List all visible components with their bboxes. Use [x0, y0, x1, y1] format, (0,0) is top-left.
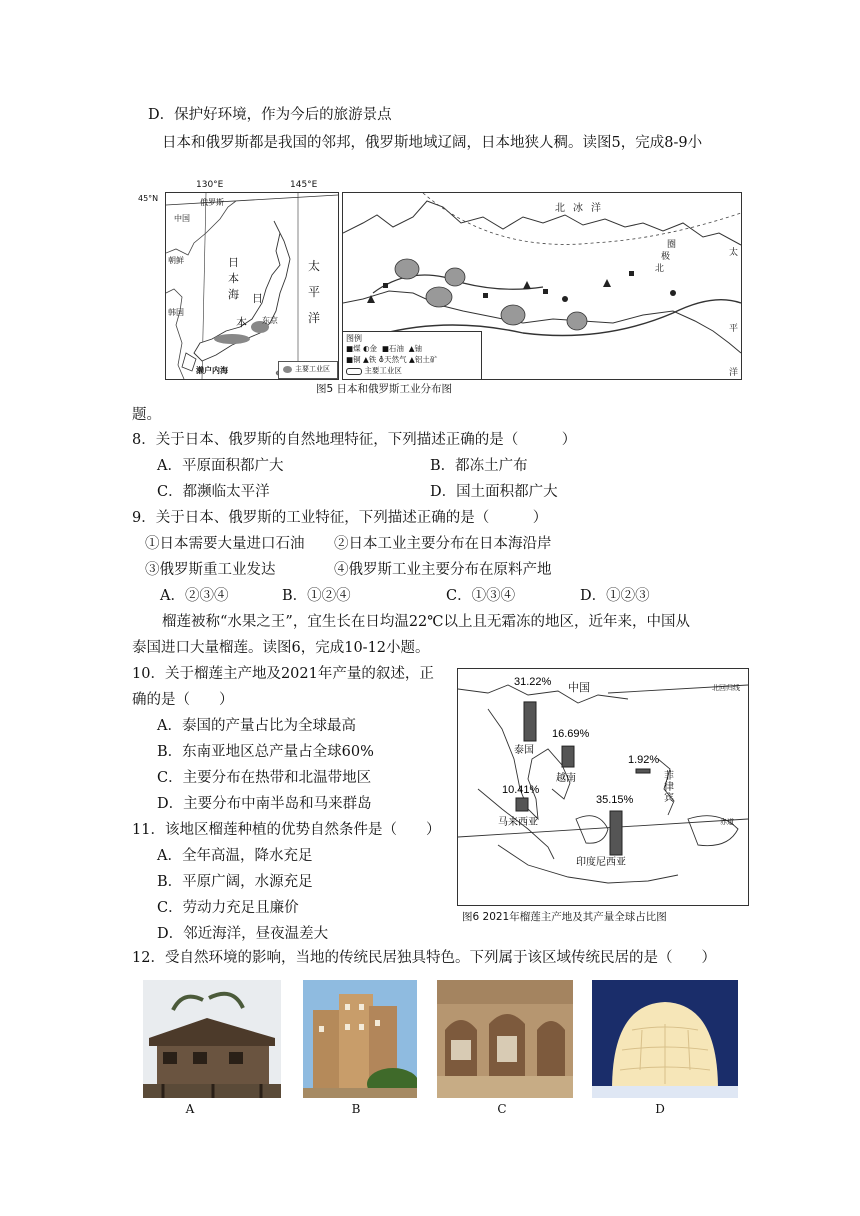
japan-legend — [278, 361, 338, 379]
tokyo-label: 东京 — [262, 316, 278, 325]
russia-map — [342, 192, 742, 380]
durian-production-chart — [458, 669, 748, 905]
country-label-vietnam: 越南 — [556, 773, 576, 784]
dwelling-photo-b-mud-tower-house[interactable] — [303, 980, 417, 1098]
q11-option-a[interactable]: A．全年高温，降水充足 — [157, 848, 313, 864]
legend-row-2 — [346, 354, 437, 365]
industrial-zone-swatch — [283, 366, 292, 373]
pacific-char: 太 — [308, 259, 321, 273]
arctic-circle-char: 极 — [661, 252, 671, 262]
legend-industrial-label: 主要工业区 — [295, 365, 330, 373]
value-label-philippines: 1.92% — [628, 754, 660, 766]
arctic-ocean-label: 北冰洋 — [555, 203, 609, 214]
q9-statement-4: ④俄罗斯工业主要分布在原料产地 — [334, 562, 552, 578]
country-label-philippines: 菲律宾 — [664, 771, 674, 804]
q9-option-b[interactable]: B．①②④ — [282, 588, 351, 604]
value-label-indonesia: 35.15% — [596, 794, 634, 806]
dwelling-photo-d-igloo[interactable] — [592, 980, 738, 1098]
q9-statement-3: ③俄罗斯重工业发达 — [145, 562, 276, 578]
china-label: 中国 — [568, 681, 590, 694]
q9-option-c[interactable]: C．①③④ — [446, 588, 516, 604]
legend-oil: ■石油 — [381, 344, 404, 353]
lon-130e-label: 130°E — [196, 180, 224, 190]
pacific-char: 平 — [308, 285, 321, 299]
bar-philippines — [636, 769, 650, 773]
legend-title: 图例 — [346, 334, 362, 343]
q10-option-d[interactable]: D．主要分布中南半岛和马来群岛 — [157, 796, 372, 812]
industrial-zone-swatch — [346, 368, 362, 375]
dwelling-photo-c-cave-dwelling[interactable] — [437, 980, 573, 1098]
durian-bars-layer — [498, 676, 674, 868]
bar-indonesia — [610, 811, 622, 855]
dwelling-label-b: B — [351, 1102, 361, 1116]
north-korea-label: 朝鲜 — [168, 256, 184, 265]
q9-option-d[interactable]: D．①②③ — [580, 588, 650, 604]
figure-6-map — [457, 668, 749, 906]
country-label-indonesia: 印度尼西亚 — [576, 857, 626, 868]
sea-of-japan-label — [228, 255, 239, 303]
seto-inland-sea-label: 濑户内海 — [196, 366, 228, 375]
pacific-char-2: 平 — [729, 324, 739, 334]
russia-label: 俄罗斯 — [200, 198, 224, 207]
prev-question-option-d: D．保护好环境，作为今后的旅游景点 — [148, 107, 392, 123]
legend-industrial: 主要工业区 — [364, 366, 402, 375]
value-label-vietnam: 16.69% — [552, 728, 590, 740]
question-12-stem: 12．受自然环境的影响，当地的传统民居独具特色。下列属于该区域传统民居的是（ ） — [132, 950, 716, 966]
intro-questions-8-9: 日本和俄罗斯都是我国的邻邦，俄罗斯地域辽阔，日本地狭人稠。读图5，完成8-9小 — [162, 135, 703, 151]
equator-label: 赤道 — [720, 818, 734, 826]
lon-145e-label: 145°E — [290, 180, 318, 190]
q8-option-b[interactable]: B．都冻土广布 — [430, 458, 528, 474]
china-label: 中国 — [174, 214, 190, 223]
japan-label — [236, 287, 263, 335]
legend-coal: ■煤 — [346, 344, 361, 353]
q9-statement-1: ①日本需要大量进口石油 — [145, 536, 305, 552]
legend-iron: ▲铁 — [362, 355, 377, 364]
pacific-char-1: 太 — [729, 248, 739, 258]
value-label-malaysia: 10.41% — [502, 784, 540, 796]
question-9-stem: 9．关于日本、俄罗斯的工业特征，下列描述正确的是（ ） — [132, 510, 548, 526]
q9-option-a[interactable]: A．②③④ — [160, 588, 229, 604]
question-8-stem: 8．关于日本、俄罗斯的自然地理特征，下列描述正确的是（ ） — [132, 432, 577, 448]
japan-map — [165, 192, 339, 380]
bar-malaysia — [516, 798, 528, 811]
q8-option-d[interactable]: D．国土面积都广大 — [430, 484, 558, 500]
arctic-circle-char: 圈 — [667, 240, 677, 250]
q10-option-c[interactable]: C．主要分布在热带和北温带地区 — [157, 770, 372, 786]
figure-5-caption: 图5 日本和俄罗斯工业分布图 — [316, 383, 453, 395]
lat-45n-label: 45°N — [138, 194, 159, 203]
value-label-thailand: 31.22% — [514, 676, 552, 688]
japan-char: 日 — [252, 292, 263, 305]
bar-thailand — [524, 702, 536, 741]
legend-row-1 — [346, 343, 422, 354]
dwelling-label-a: A — [185, 1102, 195, 1116]
dwelling-label-c: C — [497, 1102, 507, 1116]
russia-legend — [343, 331, 482, 380]
country-label-malaysia: 马来西亚 — [498, 817, 538, 828]
pacific-char: 洋 — [308, 311, 321, 325]
q8-option-c[interactable]: C．都濒临太平洋 — [157, 484, 270, 500]
figure-6-caption: 图6 2021年榴莲主产地及其产量全球占比图 — [462, 911, 667, 923]
arctic-circle-label — [655, 239, 676, 275]
q11-option-b[interactable]: B．平原广阔，水源充足 — [157, 874, 313, 890]
q11-option-c[interactable]: C．劳动力充足且廉价 — [157, 900, 299, 916]
intro-questions-10-12: 榴莲被称“水果之王”，宜生长在日均温22℃以上且无霜冻的地区，近年来，中国从 — [162, 614, 690, 630]
pacific-char-3: 洋 — [729, 368, 739, 378]
arctic-circle-char: 北 — [655, 264, 665, 274]
sea-char: 本 — [228, 272, 239, 285]
south-korea-label: 韩国 — [168, 308, 184, 317]
q8-option-a[interactable]: A．平原面积都广大 — [157, 458, 284, 474]
pacific-ocean-label — [308, 253, 320, 331]
legend-gold: ◐金 — [362, 344, 378, 353]
legend-copper: ■铜 — [346, 355, 361, 364]
bar-vietnam — [562, 746, 574, 767]
q10-option-b[interactable]: B．东南亚地区总产量占全球60% — [157, 744, 374, 760]
sea-char: 日 — [228, 256, 239, 269]
legend-row-3 — [346, 365, 402, 376]
sea-char: 海 — [228, 288, 239, 301]
legend-bauxite: ▲铝土矿 — [409, 355, 438, 364]
dwelling-photo-a-stilt-house[interactable] — [143, 980, 281, 1098]
dwelling-label-d: D — [655, 1102, 665, 1116]
q10-option-a[interactable]: A．泰国的产量占比为全球最高 — [157, 718, 356, 734]
q11-option-d[interactable]: D．邻近海洋，昼夜温差大 — [157, 926, 329, 942]
question-10-stem-cont: 确的是（ ） — [132, 692, 234, 708]
legend-uranium: ▲铀 — [408, 344, 422, 353]
question-11-stem: 11．该地区榴莲种植的优势自然条件是（ ） — [132, 822, 441, 838]
intro-questions-8-9-cont: 题。 — [132, 407, 161, 423]
country-label-thailand: 泰国 — [514, 745, 534, 756]
q9-statement-2: ②日本工业主要分布在日本海沿岸 — [334, 536, 552, 552]
intro-questions-10-12-cont: 泰国进口大量榴莲。读图6，完成10-12小题。 — [132, 640, 430, 656]
question-10-stem: 10．关于榴莲主产地及2021年产量的叙述，正 — [132, 666, 434, 682]
tropic-of-cancer-label: 北回归线 — [712, 684, 740, 692]
legend-natural-gas: ⛢天然气 — [378, 355, 407, 364]
japan-char: 本 — [236, 316, 247, 329]
